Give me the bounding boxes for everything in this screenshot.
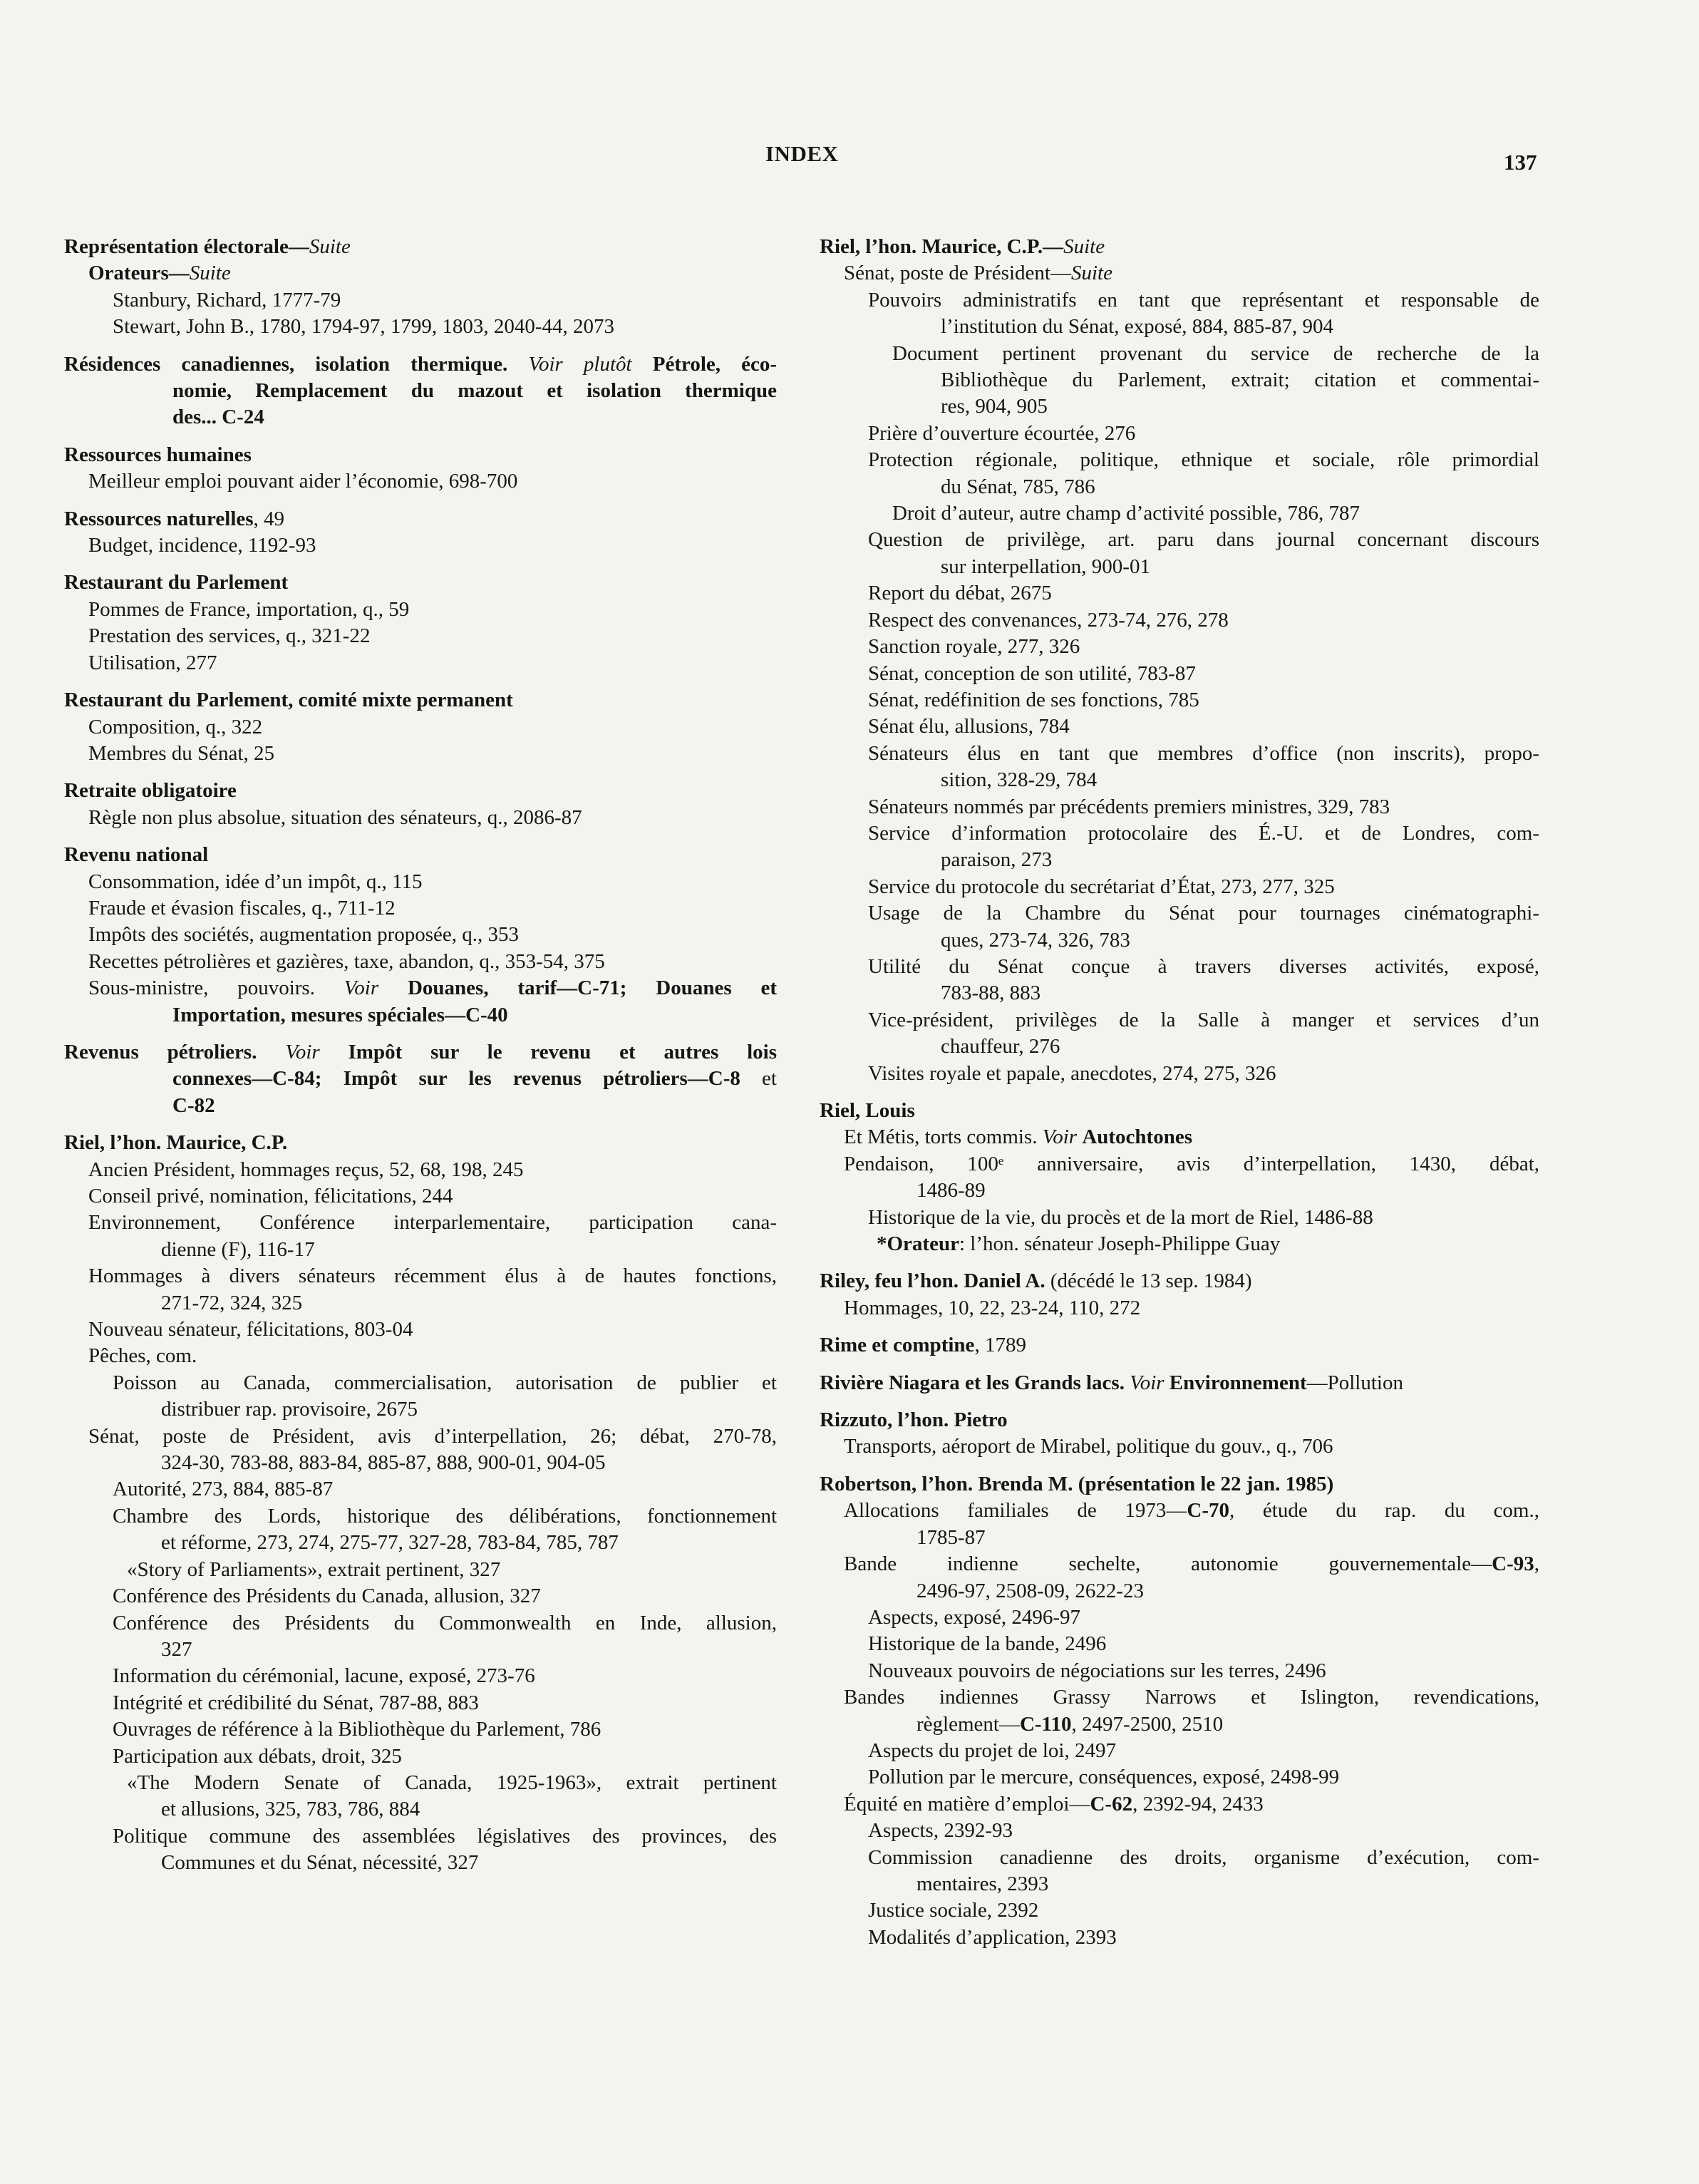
index-text-run: res, 904, 905: [941, 395, 1048, 418]
index-text-run: Modalités d’application, 2393: [868, 1925, 1117, 1949]
index-text-run: C-62: [1090, 1792, 1133, 1815]
index-text-run: (décédé le 13 sep. 1984): [1045, 1269, 1252, 1293]
index-text-run: Ressources naturelles: [64, 507, 254, 530]
index-text-run: C-70: [1187, 1499, 1229, 1523]
index-text-run: Conseil privé, nomination, félicitations, 244: [88, 1185, 453, 1207]
index-subentry-line: [820, 1578, 1539, 1604]
index-text-run: Consommation, idée d’un impôt, q., 115: [88, 870, 423, 893]
index-heading-line: [64, 687, 777, 714]
index-subentry-line: [64, 1770, 777, 1796]
index-subentry-line: [820, 741, 1539, 767]
index-text-run: Et Métis, torts commis.: [844, 1126, 1043, 1149]
index-text-run: 324-30, 783-88, 883-84, 885-87, 888, 900-01, 904-05: [161, 1451, 606, 1475]
index-text-run: Rivière Niagara et les Grands lacs.: [820, 1371, 1125, 1394]
index-text-run: Bande indienne sechelte, autonomie gouvernementale—: [844, 1552, 1492, 1576]
index-text-run: et réforme, 273, 274, 275-77, 327-28, 783-84, 785, 787: [161, 1531, 619, 1555]
index-text-run: —Pollution: [1306, 1371, 1403, 1394]
index-text-run: Importation, mesures spéciales—C-40: [172, 1003, 508, 1026]
index-text-run: Retraite obligatoire: [64, 779, 237, 803]
index-subentry-line: [64, 1183, 777, 1210]
index-text-run: *Orateur: [877, 1232, 959, 1256]
index-text-run: Visites royale et papale, anecdotes, 274, 275, 326: [868, 1061, 1276, 1085]
index-text-run: [320, 1041, 348, 1063]
index-text-run: Stewart, John B., 1780, 1794-97, 1799, 1803, 2040-44, 2073: [113, 315, 615, 339]
index-text-run: Aspects, exposé, 2496-97: [868, 1605, 1081, 1629]
index-subentry-line: [64, 404, 777, 431]
index-text-run: Droit d’auteur, autre champ d’activité possible, 786, 787: [892, 502, 1360, 525]
index-subentry-line: [820, 607, 1539, 634]
index-entry: [64, 506, 777, 560]
index-text-run: Pommes de France, importation, q., 59: [88, 597, 410, 621]
index-text-run: [378, 977, 408, 999]
index-subentry-line: [820, 1711, 1539, 1738]
index-text-run: Recettes pétrolières et gazières, taxe, abandon, q., 353-54, 375: [88, 949, 605, 973]
index-entry: [820, 1098, 1539, 1257]
index-text-run: Voir: [285, 1040, 320, 1063]
index-text-run: Voir: [1130, 1371, 1164, 1394]
index-subentry-line: [64, 1237, 777, 1263]
index-text-run: Sous-ministre, pouvoirs.: [88, 977, 344, 1000]
index-text-run: Transports, aéroport de Mirabel, politique du gouv., q., 706: [844, 1435, 1333, 1458]
index-entry: [64, 1039, 777, 1119]
index-subentry-line: [820, 820, 1539, 847]
index-text-run: chauffeur, 276: [941, 1035, 1060, 1058]
index-subentry-line: [64, 1690, 777, 1716]
index-subentry-line: [64, 623, 777, 649]
index-text-run: Vice-président, privilèges de la Salle à manger et services d’un: [868, 1008, 1539, 1031]
index-text-run: [507, 353, 528, 376]
index-text-run: Riley, feu l’hon. Daniel A.: [820, 1269, 1045, 1293]
index-subentry-line: [64, 1396, 777, 1423]
index-text-run: Sénat, redéfinition de ses fonctions, 785: [868, 688, 1199, 711]
index-text-run: Suite: [309, 235, 351, 258]
index-text-run: Douanes, tarif—C-71; Douanes et: [407, 977, 777, 1000]
index-subentry-line: [820, 447, 1539, 473]
index-text-run: Sénat, poste de Président—: [844, 262, 1071, 285]
index-subentry-line: [820, 1178, 1539, 1204]
index-text-run: Membres du Sénat, 25: [88, 741, 274, 765]
index-text-run: Équité en matière d’emploi—: [844, 1792, 1090, 1815]
index-subentry-line: [820, 1525, 1539, 1551]
index-text-run: ,: [1534, 1552, 1539, 1576]
index-subentry-line: [820, 767, 1539, 793]
index-text-run: Protection régionale, politique, ethnique et sociale, rôle primordial: [868, 448, 1539, 472]
index-text-run: Utilisation, 277: [88, 651, 217, 674]
index-subentry-line: [64, 260, 777, 287]
index-text-run: Allocations familiales de 1973—: [844, 1499, 1187, 1523]
index-text-run: C-82: [172, 1093, 215, 1117]
index-subentry-line: [64, 869, 777, 895]
index-text-run: 271-72, 324, 325: [161, 1291, 303, 1314]
index-subentry-line: [64, 1290, 777, 1317]
index-subentry-line: [820, 1551, 1539, 1577]
index-text-run: , 2497-2500, 2510: [1071, 1712, 1224, 1736]
index-subentry-line: [820, 1631, 1539, 1657]
index-subentry-line: [820, 1295, 1539, 1322]
index-text-run: C-110: [1019, 1712, 1072, 1736]
index-subentry-line: [64, 714, 777, 741]
index-text-run: Suite: [1070, 262, 1112, 285]
index-subentry-line: [64, 1743, 777, 1770]
index-subentry-line: [820, 900, 1539, 927]
index-text-run: mentaires, 2393: [916, 1872, 1049, 1895]
index-text-run: Autorité, 273, 884, 885-87: [113, 1478, 334, 1501]
index-text-run: Prière d’ouverture écourtée, 276: [868, 421, 1136, 445]
index-text-run: Utilité du Sénat conçue à travers diverses activités, exposé,: [868, 954, 1539, 978]
index-text-run: sition, 328-29, 784: [941, 768, 1098, 792]
index-subentry-line: [64, 1637, 777, 1663]
index-text-run: Pouvoirs administratifs en tant que représentant et responsable de: [868, 288, 1539, 311]
index-text-run: Composition, q., 322: [88, 715, 263, 738]
index-subentry-line: [64, 1823, 777, 1850]
index-text-run: Historique de la bande, 2496: [868, 1632, 1107, 1656]
index-text-run: Pêches, com.: [88, 1344, 197, 1368]
index-text-run: [257, 1041, 285, 1063]
index-text-run: [632, 353, 653, 376]
index-text-run: Riel, Louis: [820, 1099, 915, 1122]
index-text-run: Autochtones: [1082, 1126, 1192, 1149]
index-subentry-line: [64, 1423, 777, 1450]
index-text-run: «The Modern Senate of Canada, 1925-1963», extrait pertinent: [127, 1771, 777, 1794]
index-subentry-line: [64, 1066, 777, 1092]
index-subentry-line: [64, 1157, 777, 1183]
index-text-run: Représentation électorale—: [64, 235, 309, 258]
index-text-run: 1785-87: [916, 1525, 986, 1549]
index-subentry-line: [820, 1764, 1539, 1791]
index-subentry-line: [64, 895, 777, 922]
index-subentry-line: [820, 1007, 1539, 1034]
index-subentry-line: [820, 500, 1539, 527]
index-subentry-line: [64, 1002, 777, 1029]
index-text-run: du Sénat, 785, 786: [941, 475, 1095, 498]
index-subentry-line: [64, 468, 777, 495]
index-text-run: , 2392-94, 2433: [1132, 1792, 1264, 1815]
index-heading-line: [820, 1471, 1539, 1498]
index-text-run: Sénat, poste de Président, avis d’interpellation, 26; débat, 270-78,: [88, 1424, 777, 1448]
index-text-run: Voir: [1042, 1126, 1078, 1149]
index-subentry-line: [820, 687, 1539, 714]
index-entry: [820, 1370, 1539, 1396]
index-subentry-line: [64, 1850, 777, 1876]
index-subentry-line: [64, 532, 777, 559]
index-text-run: 783-88, 883: [941, 982, 1041, 1005]
index-text-run: Suite: [1063, 235, 1105, 258]
index-text-run: Impôt sur le revenu et autres lois: [348, 1040, 777, 1063]
index-subentry-line: [64, 1530, 777, 1556]
index-text-run: Communes et du Sénat, nécessité, 327: [161, 1851, 479, 1875]
index-entry: [820, 1332, 1539, 1359]
index-subentry-line: [820, 1231, 1539, 1257]
index-subentry-line: [64, 949, 777, 975]
index-subentry-line: [820, 580, 1539, 607]
index-subentry-line: [820, 1684, 1539, 1711]
index-heading-line: [64, 351, 777, 378]
index-subentry-line: [64, 1716, 777, 1743]
index-entry: [820, 1407, 1539, 1461]
index-text-run: Pétrole, éco-: [652, 352, 778, 376]
index-heading-line: [64, 778, 777, 804]
index-heading-line: [820, 1332, 1539, 1359]
index-column-right: [820, 234, 1539, 1962]
index-text-run: Règle non plus absolue, situation des sénateurs, q., 2086-87: [88, 805, 582, 829]
index-text-run: et allusions, 325, 783, 786, 884: [161, 1798, 420, 1821]
index-subentry-line: [64, 314, 777, 340]
index-text-run: l’institution du Sénat, exposé, 884, 885-87, 904: [941, 315, 1333, 339]
index-heading-line: [820, 1268, 1539, 1294]
index-text-run: Budget, incidence, 1192-93: [88, 534, 316, 557]
index-subentry-line: [820, 1818, 1539, 1844]
index-heading-line: [64, 570, 777, 596]
index-text-run: , 49: [253, 507, 285, 530]
index-text-run: Bibliothèque du Parlement, extrait; citation et commentai-: [941, 369, 1539, 392]
index-text-run: Résidences canadiennes, isolation thermique.: [64, 352, 508, 376]
index-subentry-line: [820, 260, 1539, 287]
index-subentry-line: [64, 975, 777, 1001]
index-text-run: Rizzuto, l’hon. Pietro: [820, 1408, 1008, 1432]
index-text-run: : l’hon. sénateur Joseph-Philippe Guay: [959, 1232, 1281, 1256]
index-subentry-line: [64, 1663, 777, 1689]
index-heading-line: [820, 1407, 1539, 1433]
index-subentry-line: [820, 847, 1539, 873]
index-subentry-line: [820, 714, 1539, 740]
index-text-run: dienne (F), 116-17: [161, 1237, 315, 1261]
index-text-run: Usage de la Chambre du Sénat pour tournages cinématographi-: [868, 902, 1539, 925]
index-subentry-line: [64, 805, 777, 831]
index-subentry-line: [820, 554, 1539, 580]
index-text-run: Poisson au Canada, commercialisation, autorisation de publier et: [113, 1371, 777, 1394]
index-text-run: Information du cérémonial, lacune, exposé, 273-76: [113, 1664, 535, 1688]
index-text-run: Nouveau sénateur, félicitations, 803-04: [88, 1318, 413, 1341]
index-text-run: Respect des convenances, 273-74, 276, 278: [868, 608, 1229, 632]
index-text-run: Participation aux débats, droit, 325: [113, 1744, 402, 1768]
index-text-run: sur interpellation, 900-01: [941, 555, 1150, 578]
index-entry: [64, 1130, 777, 1876]
index-text-run: Ancien Président, hommages reçus, 52, 68, 198, 245: [88, 1158, 524, 1181]
index-subentry-line: [820, 1658, 1539, 1684]
index-heading-line: [64, 506, 777, 532]
index-text-run: Stanbury, Richard, 1777-79: [113, 288, 341, 311]
index-entry: [64, 687, 777, 767]
index-text-run: Prestation des services, q., 321-22: [88, 624, 371, 648]
index-subentry-line: [64, 1503, 777, 1530]
index-entry: [820, 234, 1539, 1087]
index-text-run: Commission canadienne des droits, organisme d’exécution, com-: [868, 1845, 1539, 1869]
index-heading-line: [64, 234, 777, 260]
index-subentry-line: [820, 1061, 1539, 1087]
index-subentry-line: [820, 314, 1539, 340]
index-text-run: Intégrité et crédibilité du Sénat, 787-88, 883: [113, 1691, 479, 1714]
index-text-run: Environnement, Conférence interparlementaire, participation cana-: [88, 1211, 777, 1235]
index-text-run: Environnement: [1169, 1371, 1307, 1394]
index-text-run: Aspects, 2392-93: [868, 1819, 1013, 1843]
index-text-run: Bandes indiennes Grassy Narrows et Islington, revendications,: [844, 1686, 1539, 1709]
index-text-run: ques, 273-74, 326, 783: [941, 928, 1130, 952]
index-subentry-line: [64, 597, 777, 623]
index-subentry-line: [820, 527, 1539, 553]
index-subentry-line: [820, 661, 1539, 687]
index-subentry-line: [64, 1343, 777, 1369]
index-subentry-line: [820, 1433, 1539, 1460]
index-subentry-line: [820, 367, 1539, 393]
index-text-run: connexes—C-84; Impôt sur les revenus pétroliers—C-8: [172, 1067, 740, 1091]
index-subentry-line: [820, 1151, 1539, 1178]
index-subentry-line: [820, 1604, 1539, 1631]
index-entry: [820, 1471, 1539, 1951]
index-entry: [64, 234, 777, 341]
index-entry: [820, 1268, 1539, 1322]
index-text-run: Rime et comptine: [820, 1334, 975, 1357]
index-entry: [64, 778, 777, 831]
index-text-run: Service d’information protocolaire des É.-U. et de Londres, com-: [868, 821, 1539, 845]
index-subentry-line: [820, 980, 1539, 1006]
index-text-run: , étude du rap. du com.,: [1229, 1499, 1539, 1523]
index-subentry-line: [64, 1210, 777, 1236]
index-text-run: Riel, l’hon. Maurice, C.P.—: [820, 235, 1064, 258]
index-subentry-line: [820, 1845, 1539, 1871]
page-number: 137: [1504, 150, 1537, 175]
index-subentry-line: [820, 287, 1539, 314]
index-text-run: Service du protocole du secrétariat d’État, 273, 277, 325: [868, 875, 1335, 898]
index-text-run: Politique commune des assemblées législatives des provinces, des: [113, 1824, 777, 1848]
index-subentry-line: [820, 474, 1539, 500]
index-subentry-line: [820, 874, 1539, 900]
index-subentry-line: [64, 1093, 777, 1119]
index-subentry-line: [820, 927, 1539, 954]
index-subentry-line: [64, 1317, 777, 1343]
index-heading-line: [820, 234, 1539, 260]
index-text-run: Suite: [189, 262, 231, 285]
index-heading-line: [64, 1039, 777, 1066]
index-text-run: Pendaison, 100ᵉ anniversaire, avis d’interpellation, 1430, débat,: [844, 1152, 1539, 1175]
index-subentry-line: [64, 378, 777, 404]
index-subentry-line: [64, 650, 777, 676]
index-subentry-line: [64, 1476, 777, 1503]
index-subentry-line: [820, 1738, 1539, 1764]
index-text-run: Ressources humaines: [64, 443, 252, 466]
index-text-run: Nouveaux pouvoirs de négociations sur les terres, 2496: [868, 1659, 1326, 1682]
index-text-run: Document pertinent provenant du service de recherche de la: [892, 341, 1539, 365]
index-text-run: Robertson, l’hon. Brenda M. (présentation le 22 jan. 1985): [820, 1472, 1334, 1495]
index-subentry-line: [820, 421, 1539, 447]
index-text-run: 1486-89: [916, 1179, 986, 1202]
index-subentry-line: [64, 741, 777, 767]
index-text-run: Conférence des Présidents du Commonwealth en Inde, allusion,: [113, 1611, 777, 1634]
index-text-run: Hommages, 10, 22, 23-24, 110, 272: [844, 1296, 1141, 1319]
index-heading-line: [820, 1370, 1539, 1396]
index-text-run: règlement—: [916, 1712, 1020, 1736]
index-text-run: Sénat, conception de son utilité, 783-87: [868, 661, 1196, 685]
index-text-run: Sénat élu, allusions, 784: [868, 715, 1070, 738]
index-subentry-line: [820, 1897, 1539, 1924]
index-heading-line: [64, 442, 777, 468]
index-text-run: Pollution par le mercure, conséquences, exposé, 2498-99: [868, 1766, 1340, 1789]
index-text-run: Fraude et évasion fiscales, q., 711-12: [88, 896, 396, 920]
index-subentry-line: [820, 1124, 1539, 1150]
index-text-run: Restaurant du Parlement: [64, 571, 289, 594]
index-text-run: Historique de la vie, du procès et de la mort de Riel, 1486-88: [868, 1205, 1373, 1229]
index-text-run: Impôts des sociétés, augmentation proposée, q., 353: [88, 923, 520, 947]
index-text-run: Sénateurs nommés par précédents premiers ministres, 329, 783: [868, 795, 1390, 818]
index-text-run: Riel, l’hon. Maurice, C.P.: [64, 1131, 288, 1155]
index-subentry-line: [820, 393, 1539, 420]
index-subentry-line: [820, 1791, 1539, 1818]
index-entry: [64, 570, 777, 676]
index-subentry-line: [820, 634, 1539, 660]
index-text-run: des... C-24: [172, 406, 264, 429]
index-subentry-line: [64, 1583, 777, 1609]
index-text-run: 2496-97, 2508-09, 2622-23: [916, 1579, 1144, 1602]
index-subentry-line: [64, 287, 777, 314]
index-subentry-line: [64, 1263, 777, 1289]
index-text-run: paraison, 273: [941, 848, 1053, 872]
index-text-run: Conférence des Présidents du Canada, allusion, 327: [113, 1585, 541, 1608]
index-subentry-line: [820, 1205, 1539, 1231]
index-text-run: Sanction royale, 277, 326: [868, 635, 1080, 659]
index-subentry-line: [820, 1925, 1539, 1951]
index-text-run: Report du débat, 2675: [868, 582, 1052, 605]
index-text-run: 327: [161, 1637, 192, 1661]
index-text-run: Sénateurs élus en tant que membres d’office (non inscrits), propo-: [868, 741, 1539, 765]
index-subentry-line: [820, 1871, 1539, 1897]
index-entry: [64, 442, 777, 495]
index-text-run: Aspects du projet de loi, 2497: [868, 1739, 1116, 1762]
index-subentry-line: [64, 1557, 777, 1583]
index-subentry-line: [64, 1610, 777, 1637]
index-subentry-line: [820, 341, 1539, 367]
index-text-run: Meilleur emploi pouvant aider l’économie, 698-700: [88, 470, 518, 493]
index-text-run: nomie, Remplacement du mazout et isolation thermique: [172, 379, 777, 403]
index-text-run: distribuer rap. provisoire, 2675: [161, 1398, 418, 1421]
index-text-run: Revenu national: [64, 843, 209, 867]
index-subentry-line: [820, 1498, 1539, 1524]
index-subentry-line: [64, 922, 777, 948]
index-text-run: et: [740, 1067, 777, 1091]
index-subentry-line: [820, 1034, 1539, 1060]
index-column-left: [64, 234, 777, 1887]
index-text-run: Ouvrages de référence à la Bibliothèque du Parlement, 786: [113, 1718, 601, 1741]
index-subentry-line: [64, 1450, 777, 1476]
index-subentry-line: [820, 954, 1539, 980]
index-text-run: Orateurs—: [88, 262, 190, 285]
index-subentry-line: [64, 1796, 777, 1823]
index-text-run: Question de privilège, art. paru dans journal concernant discours: [868, 528, 1539, 552]
index-heading-line: [820, 1098, 1539, 1124]
index-text-run: , 1789: [974, 1334, 1026, 1357]
index-text-run: «Story of Parliaments», extrait pertinent, 327: [127, 1557, 501, 1581]
index-text-run: Justice sociale, 2392: [868, 1899, 1039, 1922]
index-text-run: Hommages à divers sénateurs récemment élus à de hautes fonctions,: [88, 1264, 777, 1288]
index-text-run: [1164, 1371, 1169, 1394]
index-heading-line: [64, 842, 777, 868]
index-heading-line: [64, 1130, 777, 1156]
index-text-run: Revenus pétroliers.: [64, 1040, 257, 1063]
index-subentry-line: [64, 1370, 777, 1396]
index-text-run: Voir: [344, 977, 379, 1000]
index-text-run: Restaurant du Parlement, comité mixte permanent: [64, 689, 513, 712]
index-text-run: C-93: [1492, 1552, 1534, 1576]
index-text-run: Voir plutôt: [528, 352, 632, 376]
index-text-run: Chambre des Lords, historique des délibérations, fonctionnement: [113, 1504, 777, 1528]
index-subentry-line: [820, 794, 1539, 820]
index-entry: [64, 351, 777, 431]
page-header-title: INDEX: [765, 141, 839, 166]
index-entry: [64, 842, 777, 1029]
